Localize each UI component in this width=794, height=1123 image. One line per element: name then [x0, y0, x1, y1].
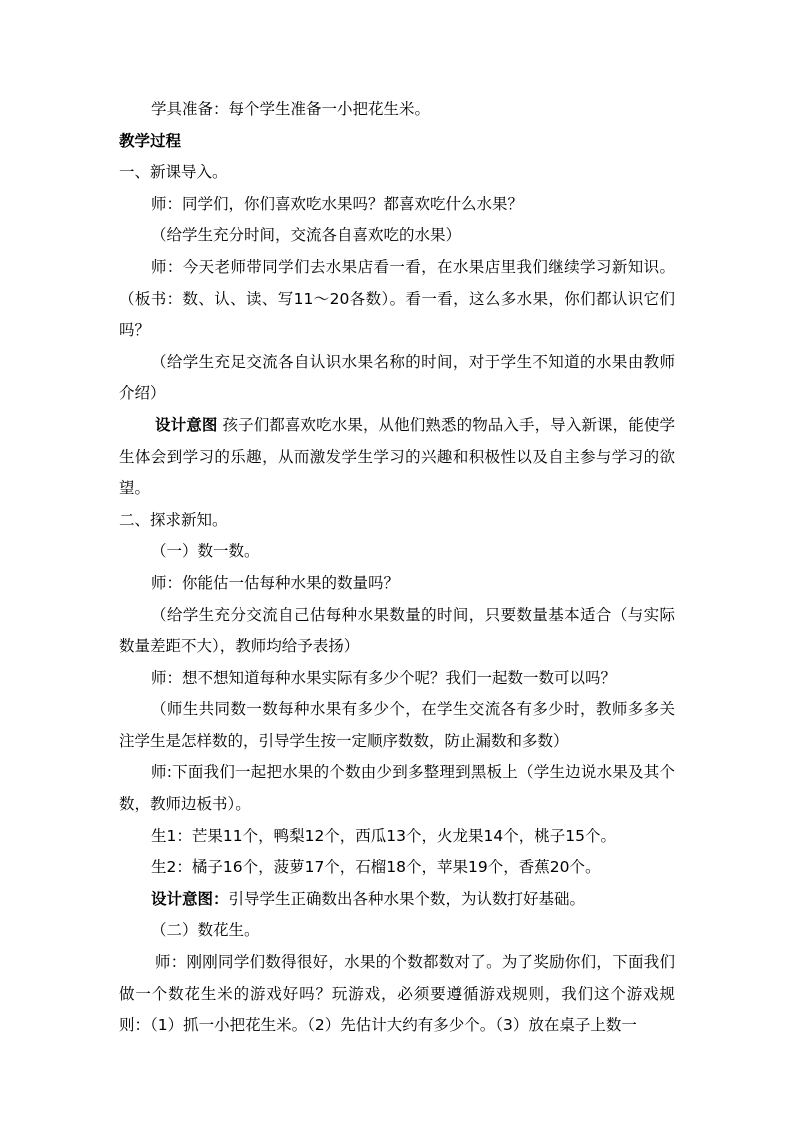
teacher-paragraph: 师:下面我们一起把水果的个数由少到多整理到黑板上（学生边说水果及其个数，教师边板书）。 — [119, 763, 675, 814]
subsection-heading-count: （一）数一数。 — [151, 542, 260, 561]
teacher-paragraph: 师：刚刚同学们数得很好，水果的个数都数对了。为了奖励你们，下面我们做一个数花生米的游戏好吗？玩游戏，必须要遵循游戏规则，我们这个游戏规则：（1）抓一小把花生米。（2）先估计大约有多少个。（3）放在桌子上数一 — [119, 953, 675, 1035]
supplies-paragraph: 学具准备：每个学生准备一小把花生米。 — [151, 100, 431, 118]
section-heading-explore: 二、探求新知。 — [119, 510, 228, 529]
design-intent-label: 设计意图： — [151, 889, 229, 908]
note-paragraph: （给学生充足交流各自认识水果名称的时间，对于学生不知道的水果由教师介绍） — [119, 352, 675, 403]
section-heading-teaching-process: 教学过程 — [119, 131, 182, 150]
document-body — [119, 94, 675, 1042]
note-paragraph: （给学生充分交流自己估每种水果数量的时间，只要数量基本适合（与实际数量差距不大），教师均给予表扬） — [119, 605, 675, 656]
teacher-paragraph: 师：今天老师带同学们去水果店看一看，在水果店里我们继续学习新知识。（板书：数、认、读、写11～20各数）。看一看，这么多水果，你们都认识它们吗？ — [119, 257, 675, 340]
note-paragraph: （给学生充分时间，交流各自喜欢吃的水果） — [151, 226, 462, 245]
design-intent-text: 孩子们都喜欢吃水果，从他们熟悉的物品入手，导入新课，能使学生体会到学习的乐趣，从而激发学生学习的兴趣和积极性以及自主参与学习的欲望。 — [119, 415, 675, 498]
subsection-heading-peanuts: （二）数花生。 — [151, 921, 260, 940]
teacher-question-paragraph: 师：想不想知道每种水果实际有多少个呢？我们一起数一数可以吗？ — [151, 668, 617, 687]
design-intent-paragraph — [119, 410, 675, 505]
teacher-question-paragraph: 师：同学们，你们喜欢吃水果吗？都喜欢吃什么水果？ — [151, 194, 524, 213]
teacher-question-paragraph: 师：你能估一估每种水果的数量吗？ — [151, 573, 400, 592]
student-answer-paragraph: 生2：橘子16个，菠萝17个，石榴18个，苹果19个，香蕉20个。 — [151, 858, 601, 877]
student-answer-paragraph: 生1：芒果11个，鸭梨12个，西瓜13个，火龙果14个，桃子15个。 — [151, 826, 616, 845]
design-intent-paragraph — [119, 884, 675, 916]
design-intent-label: 设计意图 — [155, 415, 218, 434]
note-paragraph: （师生共同数一数每种水果有多少个，在学生交流各有多少时，教师多多关注学生是怎样数的，引导学生按一定顺序数数，防止漏数和多数） — [119, 700, 675, 750]
section-heading-intro: 一、新课导入。 — [119, 163, 228, 182]
design-intent-text: 引导学生正确数出各种水果个数，为认数打好基础。 — [228, 889, 586, 908]
